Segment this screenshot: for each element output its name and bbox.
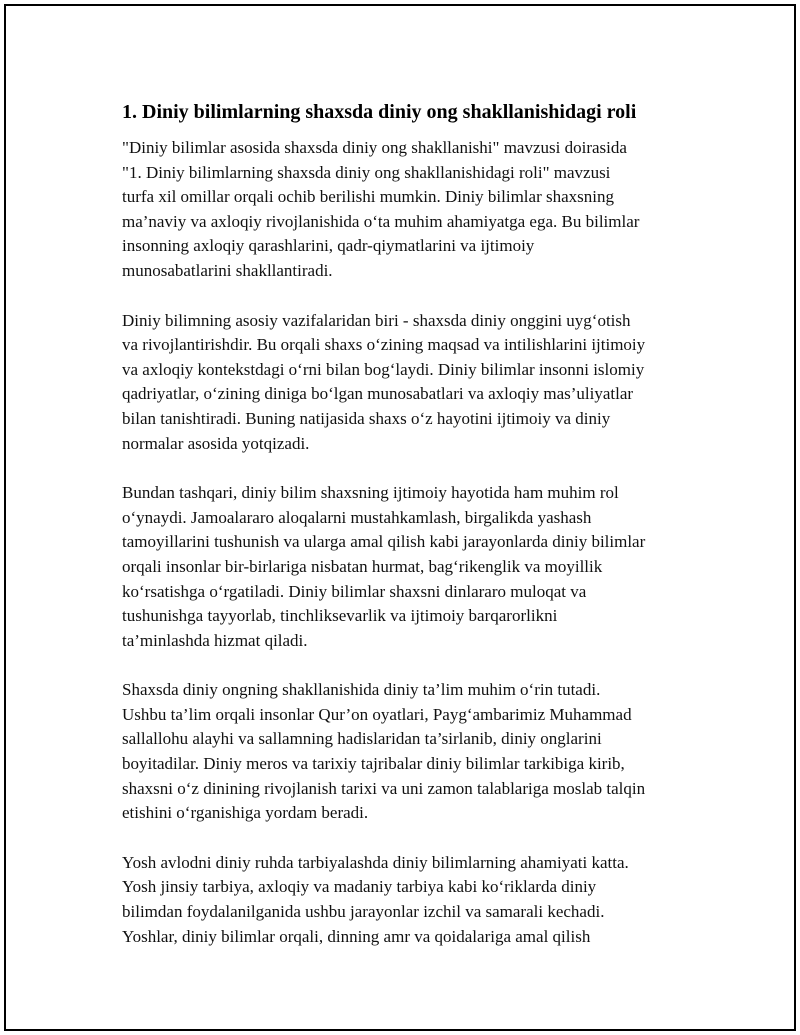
paragraph-3: Bundan tashqari, diniy bilim shaxsning ijtimoiy hayotida ham muhim rol oʻynaydi. Jamoalararo aloqalarni mustahkamlash, birgalikda yashash tamoyillarini tushunish va ularga amal qilish kabi jarayonlarda diniy bilimlar orqali insonlar bir-birlariga nisbatan hurmat, bagʻrikenglik va moyillik koʻrsatishga oʻrgatiladi. Diniy bilimlar shaxsni dinlararo muloqat va tushunishga tayyorlab, tinchliksevarlik va ijtimoiy barqarorlikni ta’minlashda hizmat qiladi.	[122, 483, 646, 650]
document-body	[122, 98, 694, 974]
page-frame	[4, 4, 796, 1031]
section-heading: 1. Diniy bilimlarning shaxsda diniy ong shakllanishidagi roli	[122, 101, 637, 123]
paragraph-1: "Diniy bilimlar asosida shaxsda diniy ong shakllanishi" mavzusi doirasida "1. Diniy bilimlarning shaxsda diniy ong shakllanishidagi roli" mavzusi turfa xil omillar orqali ochib berilishi mumkin. Diniy bilimlar shaxsning ma’naviy va axloqiy rivojlanishida oʻta muhim ahamiyatga ega. Bu bilimlar insonning axloqiy qarashlarini, qadr-qiymatlarini va ijtimoiy munosabatlarini shakllantiradi.	[122, 138, 640, 280]
paragraph-2: Diniy bilimning asosiy vazifalaridan biri - shaxsda diniy onggini uygʻotish va rivojlantirishdir. Bu orqali shaxs oʻzining maqsad va intilishlarini ijtimoiy va axloqiy kontekstdagi oʻrni bilan bogʻlaydi. Diniy bilimlar insonni islomiy qadriyatlar, oʻzining diniga boʻlgan munosabatlari va axloqiy mas’uliyatlar bilan tanishtiradi. Buning natijasida shaxs oʻz hayotini ijtimoiy va diniy normalar asosida yotqizadi.	[122, 310, 646, 453]
paragraph-4: Shaxsda diniy ongning shakllanishida diniy ta’lim muhim oʻrin tutadi. Ushbu ta’lim orqali insonlar Qur’on oyatlari, Paygʻambarimiz Muhammad sallallohu alayhi va sallamning hadislaridan ta’sirlanib, diniy onglarini boyitadilar. Diniy meros va tarixiy tajribalar diniy bilimlar tarkibiga kirib, shaxsni oʻz dinining rivojlanish tarixi va uni zamon talablariga moslab talqin etishini oʻrganishiga yordam beradi.	[122, 680, 646, 823]
paragraph-5: Yosh avlodni diniy ruhda tarbiyalashda diniy bilimlarning ahamiyati katta. Yosh jinsiy tarbiya, axloqiy va madaniy tarbiya kabi koʻriklarda diniy bilimdan foydalanilganida ushbu jarayonlar izchil va samarali kechadi. Yoshlar, diniy bilimlar orqali, dinning amr va qoidalariga amal qilish	[122, 852, 629, 946]
